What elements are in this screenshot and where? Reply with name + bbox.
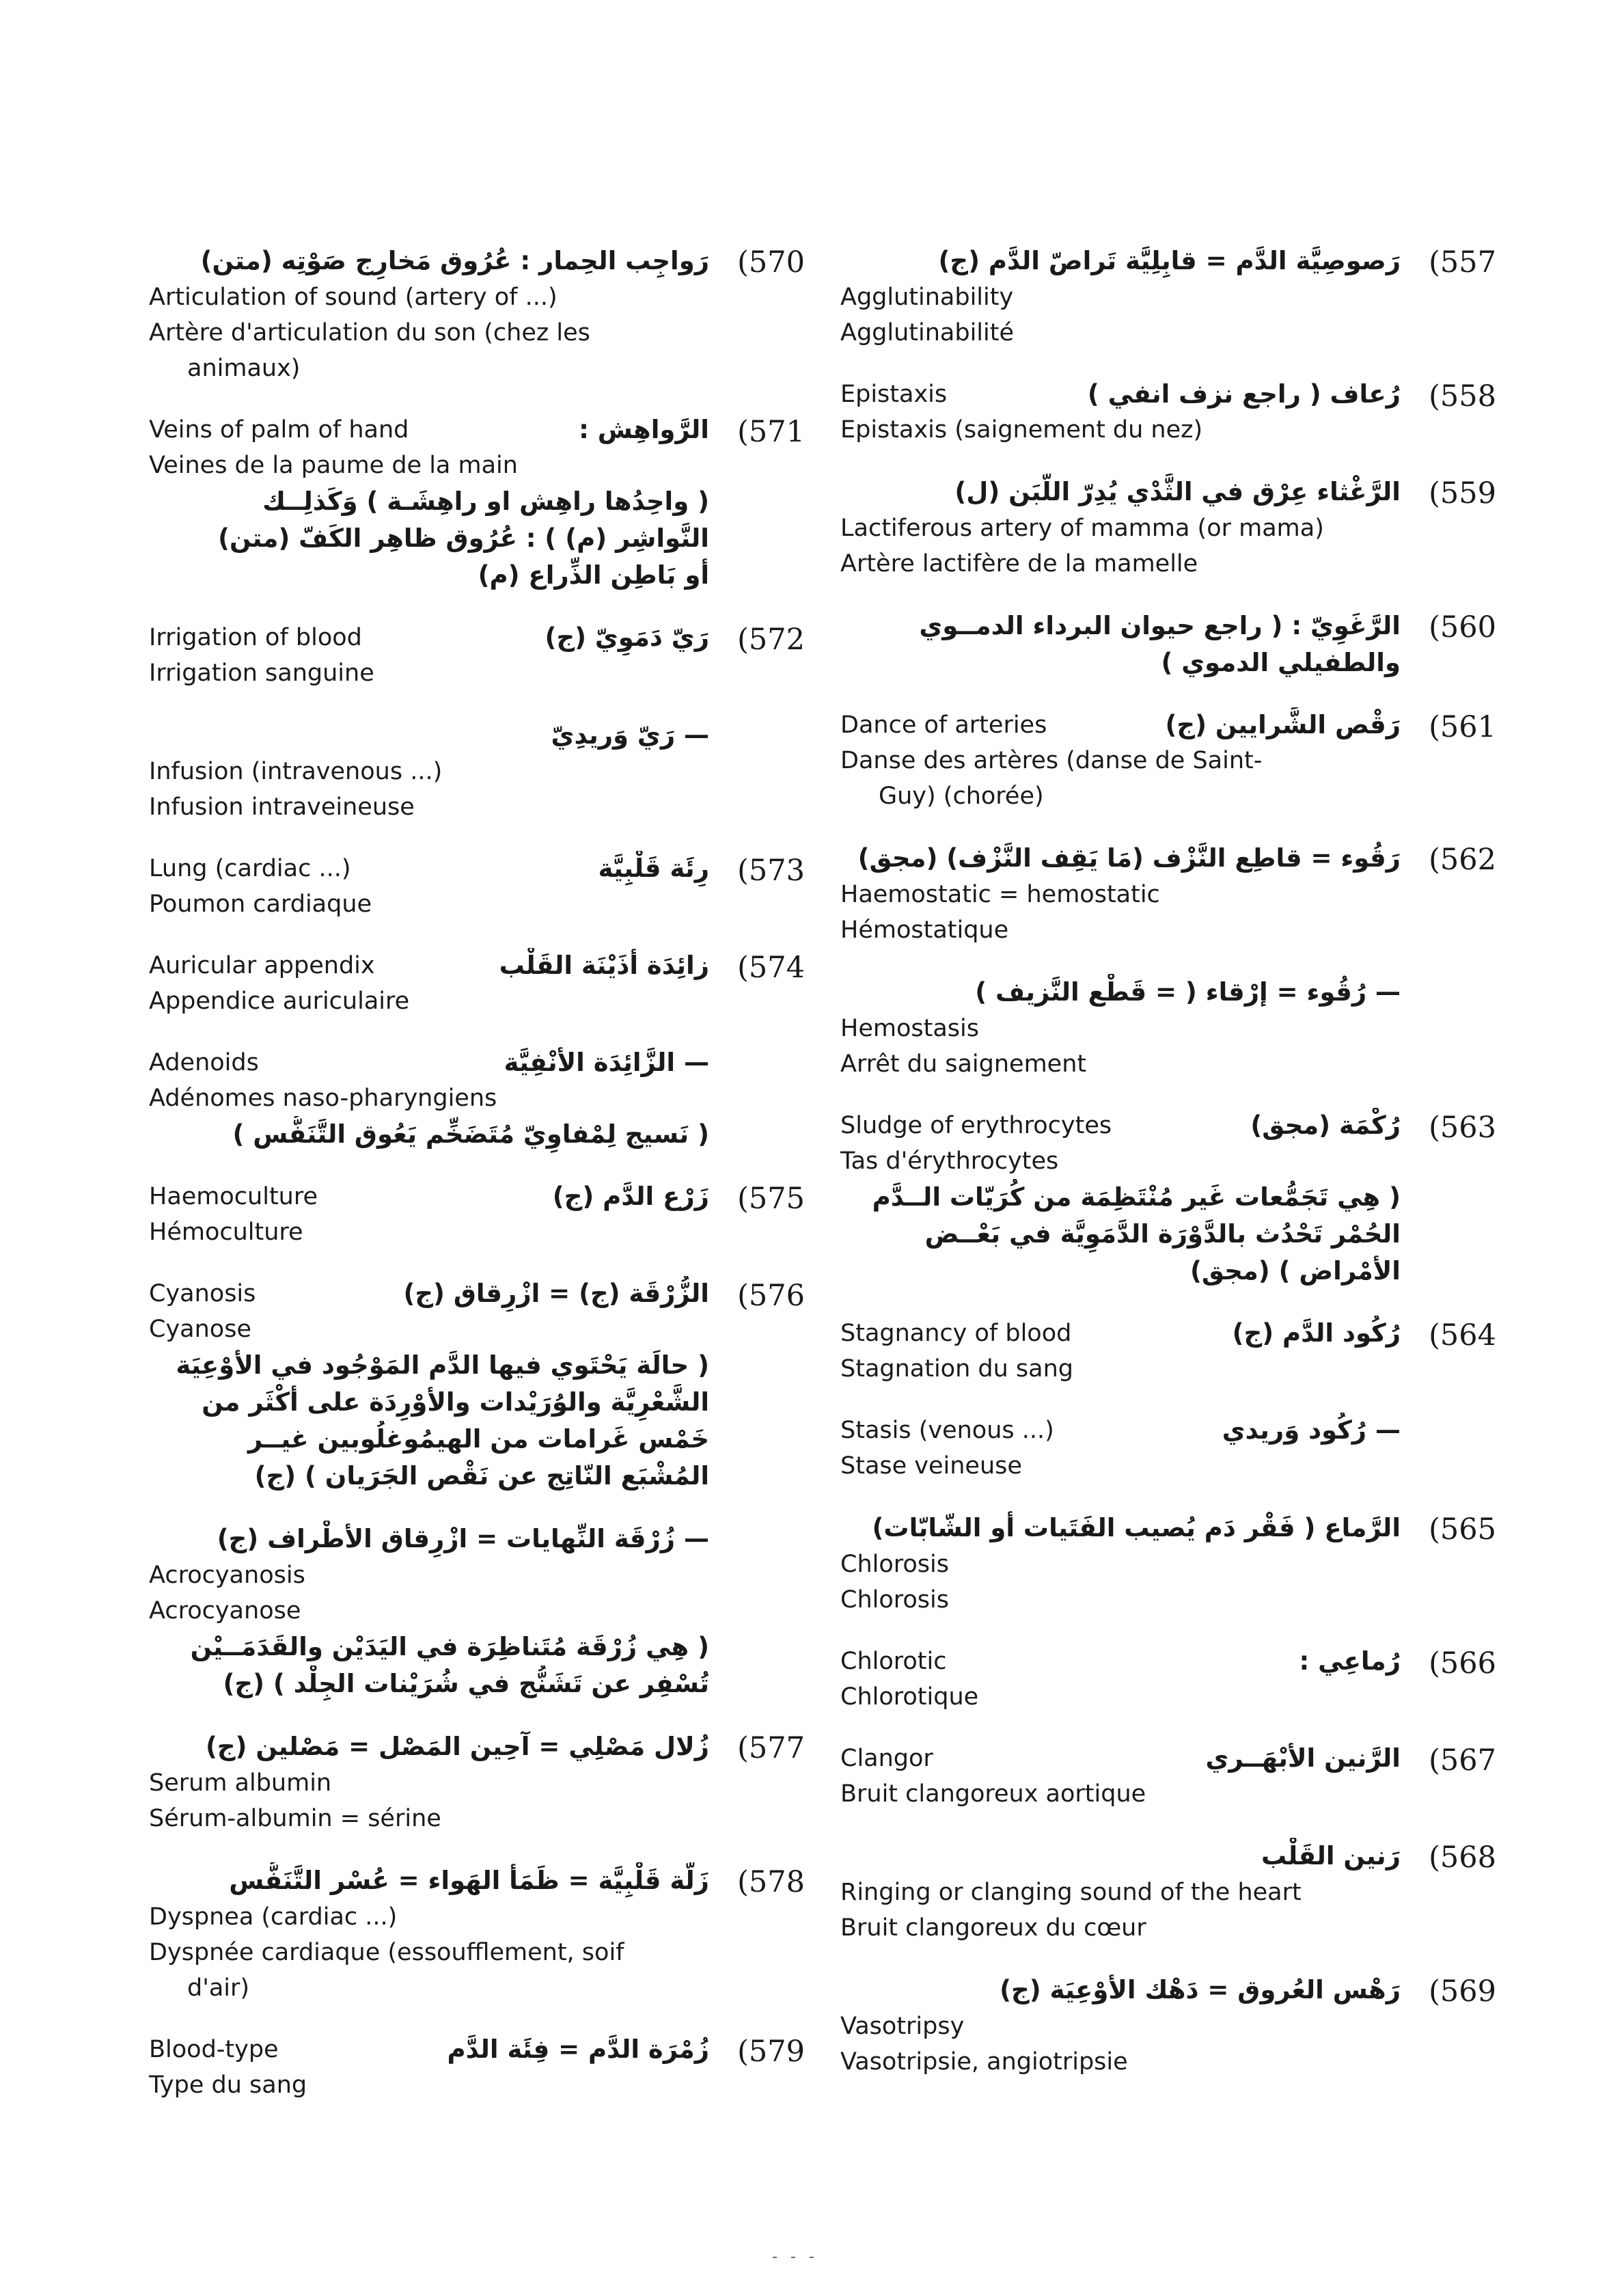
french-term: Danse des artères (danse de Saint- [840, 747, 1263, 774]
term-row [149, 851, 709, 886]
arabic-term: رَيّ دَمَوِيّ (ج) [545, 623, 709, 652]
dictionary-entry [149, 1276, 805, 1495]
dictionary-entry [840, 1108, 1496, 1290]
french-term: Adénomes naso-pharyngiens [149, 1085, 497, 1112]
dictionary-entry [149, 412, 805, 594]
arabic-text: ( هِي تَجَمُّعات غَير مُنْتَظِمَة من كُرَيّات الــدَّم [872, 1182, 1401, 1212]
english-term: Veins of palm of hand [149, 416, 409, 444]
entry-content [840, 1413, 1401, 1484]
french-term: Agglutinabilité [840, 319, 1015, 346]
footer-mark: - - - [772, 2248, 818, 2266]
entry-number: (562 [1429, 843, 1496, 877]
entry-content [149, 1728, 709, 1836]
arabic-text: رَصوصِيَّة الدَّم = قابِلِيَّة تَراصّ الدَّم (ج) [938, 246, 1401, 275]
term-row [840, 1741, 1401, 1776]
entry-number: (564 [1429, 1318, 1496, 1352]
entry-number: (565 [1429, 1512, 1496, 1547]
entry-content [149, 1862, 709, 2006]
entry-content [149, 1045, 709, 1153]
arabic-term: الزُّرْقَة (ج) = ازْرِقاق (ج) [403, 1279, 709, 1308]
entry-content [840, 1741, 1401, 1812]
arabic-term: — رُكُود وَريدي [1222, 1415, 1401, 1445]
dictionary-entry [149, 243, 805, 386]
english-term: Serum albumin [149, 1769, 332, 1797]
dictionary-entry [840, 608, 1496, 681]
french-term: Dyspnée cardiaque (essoufflement, soif [149, 1939, 624, 1966]
arabic-text: رَنين القَلْب [1261, 1841, 1401, 1871]
dictionary-entry [149, 620, 805, 691]
english-term: Chlorotic [840, 1648, 947, 1675]
term-row [840, 1316, 1401, 1351]
dictionary-entry [149, 851, 805, 922]
arabic-text: — رَيّ وَريدِيّ [551, 720, 709, 750]
entry-content [149, 717, 709, 825]
arabic-term: زائِدَة أُذَيْنَة القَلْب [499, 951, 709, 980]
term-row [149, 2032, 709, 2067]
term-row [149, 948, 709, 983]
arabic-term: رُعاف ( راجع نزف انفي ) [1087, 379, 1401, 409]
entry-content [149, 1179, 709, 1250]
arabic-text: الأمْراض ) (مجق) [1189, 1256, 1401, 1286]
arabic-term: رَقْص الشَّرايين (ج) [1165, 710, 1401, 739]
entry-content [840, 1510, 1401, 1618]
term-row [840, 1108, 1401, 1143]
entry-number: (571 [737, 415, 805, 449]
english-term: Dance of arteries [840, 711, 1047, 739]
arabic-term: رِئَة قَلْبِيَّة [598, 854, 709, 883]
dictionary-entry [149, 717, 805, 825]
entry-content [840, 974, 1401, 1082]
entry-content [149, 1521, 709, 1702]
arabic-text: الرَّماع ( فَقْر دَم يُصيب الفَتَيات أو الشّابّات) [872, 1513, 1401, 1542]
english-term: Ringing or clanging sound of the heart [840, 1879, 1302, 1906]
dictionary-entry [149, 2032, 805, 2103]
entry-number: (578 [737, 1865, 805, 1899]
arabic-term: رُكْمَة (مجق) [1250, 1111, 1401, 1140]
arabic-text: ( حالَة يَحْتَوي فيها الدَّم المَوْجُود في الأوْعِيَة [176, 1350, 709, 1380]
dictionary-entry [840, 840, 1496, 948]
arabic-term: رُماعِي : [1299, 1646, 1401, 1676]
french-term: Guy) (chorée) [879, 783, 1044, 810]
dictionary-entry [840, 707, 1496, 814]
dictionary-entry [149, 1728, 805, 1836]
arabic-term: الرَّنين الأبْهَــري [1205, 1743, 1401, 1773]
english-term: Sludge of erythrocytes [840, 1112, 1112, 1139]
english-term: Stagnancy of blood [840, 1320, 1072, 1347]
french-term: d'air) [187, 1974, 250, 2002]
entry-content [840, 1838, 1401, 1946]
entry-content [840, 707, 1401, 814]
english-term: Adenoids [149, 1049, 259, 1076]
dictionary-entry [840, 243, 1496, 351]
french-term: Poumon cardiaque [149, 891, 372, 918]
term-row [149, 412, 709, 448]
entry-content [149, 620, 709, 691]
english-term: Agglutinability [840, 284, 1014, 311]
arabic-text: خَمْس غَرامات من الهيمُوغلُوبين غيــر [247, 1424, 709, 1454]
arabic-text: ( نَسيج لِمْفاوِيّ مُتَضَخِّم يَعُوق التَّنَفُّس ) [232, 1119, 709, 1149]
dictionary-entry [840, 1838, 1496, 1946]
french-term: Cyanose [149, 1316, 251, 1343]
arabic-term: زَرْع الدَّم (ج) [552, 1182, 709, 1211]
term-row [149, 1179, 709, 1214]
entry-content [149, 851, 709, 922]
entry-number: (563 [1429, 1111, 1496, 1145]
entry-number: (568 [1429, 1840, 1496, 1875]
english-term: Haemostatic = hemostatic [840, 881, 1160, 908]
dictionary-entry [840, 1510, 1496, 1618]
english-term: Articulation of sound (artery of ...) [149, 284, 558, 311]
arabic-term: زُمْرَة الدَّم = فِئَة الدَّم [447, 2035, 709, 2064]
dictionary-entry [149, 948, 805, 1019]
entry-number: (566 [1429, 1646, 1496, 1681]
entry-number: (569 [1429, 1974, 1496, 2009]
term-row [840, 1413, 1401, 1448]
english-term: Blood-type [149, 2036, 279, 2063]
arabic-text: الشَّعْرِيَّة والوُرَيْدات والأوْرِدَة على أكْثَر من [202, 1387, 709, 1417]
entry-content [840, 1972, 1401, 2080]
entry-content [840, 1644, 1401, 1715]
arabic-text: والطفيلي الدموي ) [1161, 648, 1401, 677]
arabic-text: — رُقُوء = إرْقاء ( = قَطْع النَّزيف ) [975, 977, 1401, 1007]
french-term: Sérum-albumin = sérine [149, 1805, 441, 1832]
entry-content [149, 412, 709, 594]
term-row [840, 707, 1401, 743]
entry-number: (561 [1429, 710, 1496, 744]
french-term: Vasotripsie, angiotripsie [840, 2048, 1128, 2076]
entry-number: (573 [737, 854, 805, 888]
english-term: Lactiferous artery of mamma (or mama) [840, 515, 1324, 542]
term-row [840, 1644, 1401, 1679]
arabic-text: رَواجِب الحِمار : عُرُوق مَخارِج صَوْتِه (متن) [200, 246, 709, 275]
entry-content [149, 2032, 709, 2103]
arabic-text: رَهْس العُروق = دَهْك الأوْعِيَة (ج) [1000, 1975, 1401, 2004]
arabic-term: الرَّواهِش : [579, 415, 709, 444]
entry-number: (574 [737, 951, 805, 985]
entry-number: (577 [737, 1731, 805, 1765]
entry-content [840, 1108, 1401, 1290]
english-term: Stasis (venous ...) [840, 1417, 1054, 1444]
dictionary-entry [149, 1179, 805, 1250]
entry-number: (559 [1429, 476, 1496, 511]
french-term: Chlorosis [840, 1586, 949, 1614]
dictionary-entry [840, 1413, 1496, 1484]
dictionary-entry [840, 377, 1496, 448]
french-term: Appendice auriculaire [149, 988, 410, 1015]
french-term: Acrocyanose [149, 1597, 301, 1624]
arabic-text: — زُرْقَة النِّهايات = ازْرِقاق الأطْراف (ج) [217, 1524, 709, 1553]
entry-number: (557 [1429, 245, 1496, 280]
entry-content [840, 608, 1401, 681]
english-term: Irrigation of blood [149, 624, 362, 651]
arabic-text: زُلال مَصْلِي = آحِين المَصْل = مَصْلين (ج) [205, 1732, 709, 1761]
dictionary-entry [149, 1862, 805, 2006]
dictionary-entry [149, 1045, 805, 1153]
french-term: Bruit clangoreux du cœur [840, 1914, 1146, 1942]
french-term: Stagnation du sang [840, 1355, 1074, 1383]
english-term: Haemoculture [149, 1183, 318, 1210]
entry-number: (575 [737, 1182, 805, 1216]
entry-number: (570 [737, 245, 805, 280]
entry-number: (576 [737, 1279, 805, 1313]
french-term: Bruit clangoreux aortique [840, 1780, 1146, 1808]
english-term: Epistaxis [840, 381, 948, 408]
dictionary-entry [840, 1316, 1496, 1387]
entry-number: (560 [1429, 610, 1496, 644]
term-row [149, 620, 709, 655]
entry-content [840, 1316, 1401, 1387]
english-term: Hemostasis [840, 1015, 979, 1042]
french-term: Tas d'érythrocytes [840, 1147, 1059, 1175]
entry-content [149, 243, 709, 386]
arabic-text: ( واحِدُها راهِش او راهِشَـة ) وَكَذلِــك [262, 487, 709, 516]
dictionary-entry [840, 1972, 1496, 2080]
entry-content [840, 377, 1401, 448]
entry-content [840, 840, 1401, 948]
french-term: Artère d'articulation du son (chez les [149, 319, 590, 346]
english-term: Chlorosis [840, 1551, 949, 1578]
entry-number: (567 [1429, 1743, 1496, 1778]
entry-number: (572 [737, 623, 805, 657]
dictionary-entry [840, 1644, 1496, 1715]
arabic-text: تُسْفِر عن تَشَنُّج في شُرَيْنات الجِلْد ) (ج) [223, 1669, 709, 1698]
french-term: Hémoculture [149, 1219, 303, 1246]
english-term: Clangor [840, 1745, 933, 1772]
entry-number: (579 [737, 2035, 805, 2069]
dictionary-entry [840, 474, 1496, 582]
arabic-text: زَلَّة قَلْبِيَّة = ظَمَأ الهَواء = عُسْر التَّنَفُّس [229, 1866, 709, 1895]
entry-number: (558 [1429, 379, 1496, 413]
term-row [840, 377, 1401, 412]
french-term: Type du sang [149, 2071, 307, 2099]
arabic-term: — الزَّائِدَة الأنْفِيَّة [504, 1048, 709, 1077]
entry-content [840, 243, 1401, 351]
term-row [149, 1045, 709, 1080]
french-term: Artère lactifère de la mamelle [840, 550, 1198, 577]
entry-content [840, 474, 1401, 582]
dictionary-entry [840, 1741, 1496, 1812]
english-term: Dyspnea (cardiac ...) [149, 1903, 398, 1931]
french-term: Veines de la paume de la main [149, 452, 518, 479]
english-term: Acrocyanosis [149, 1562, 305, 1589]
arabic-text: الحُمْر تَحْدُث بالدَّوْرَة الدَّمَوِيَّة في بَعْــض [924, 1219, 1401, 1249]
french-term: Epistaxis (saignement du nez) [840, 416, 1203, 444]
english-term: Cyanosis [149, 1280, 256, 1307]
arabic-text: المُشْبَع النّاتِج عن نَقْص الجَرَيان ) (ج) [254, 1461, 709, 1491]
french-term: Hémostatique [840, 916, 1009, 944]
english-term: Auricular appendix [149, 952, 375, 979]
english-term: Lung (cardiac ...) [149, 855, 351, 882]
french-term: Stase veineuse [840, 1452, 1022, 1480]
arabic-text: الرَّغَوِيّ : ( راجع حيوان البرداء الدمــوي [919, 611, 1401, 640]
arabic-term: رُكُود الدَّم (ج) [1232, 1318, 1401, 1348]
arabic-text: الرَّغْثاء عِرْق في الثَّدْي يُدِرّ اللَّبَن (ل) [954, 477, 1401, 506]
arabic-text: النَّواشِر (م) ) : عُرُوق ظاهِر الكَفّ (متن) [218, 524, 709, 553]
term-row [149, 1276, 709, 1311]
french-term: Arrêt du saignement [840, 1050, 1087, 1078]
english-term: Vasotripsy [840, 2013, 965, 2040]
french-term: Irrigation sanguine [149, 660, 374, 687]
arabic-text: ( هِي زُرْقَة مُتَناظِرَة في اليَدَيْن والقَدَمَــيْن [190, 1632, 709, 1661]
dictionary-entry [840, 974, 1496, 1082]
entry-content [149, 948, 709, 1019]
french-term: animaux) [187, 355, 301, 382]
entry-content [149, 1276, 709, 1495]
french-term: Chlorotique [840, 1683, 979, 1711]
english-term: Infusion (intravenous ...) [149, 758, 443, 785]
arabic-text: رَقُوء = قاطِع النَّزْف (مَا يَقِف النَّزْف) (مجق) [857, 843, 1401, 873]
arabic-text: أو بَاطِن الذِّراع (م) [478, 560, 709, 590]
dictionary-entry [149, 1521, 805, 1702]
french-term: Infusion intraveineuse [149, 793, 415, 821]
